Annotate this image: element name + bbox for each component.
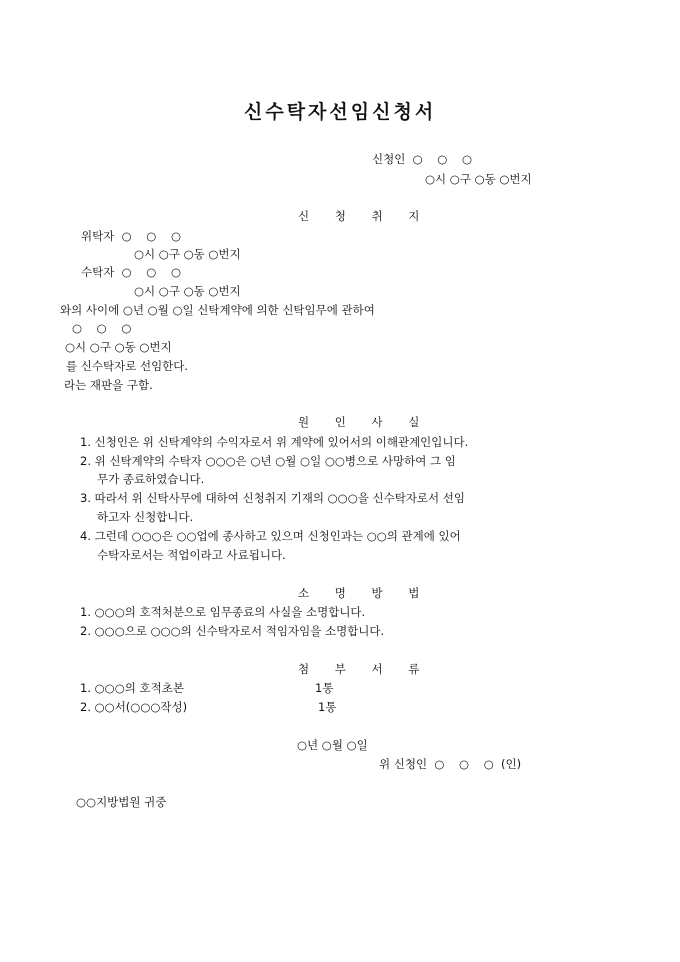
document-title: 신수탁자선임신청서 <box>244 101 437 123</box>
cause-heading: 원 인 사 실 <box>298 415 431 429</box>
court-addressee: ○○지방법원 귀중 <box>76 795 167 809</box>
attachment-1-qty: 1통 <box>315 681 334 695</box>
attachment-2-qty: 1통 <box>318 700 337 714</box>
new-trustee-name: ○ ○ ○ <box>72 321 132 335</box>
new-trustee-address: ○시 ○구 ○동 ○번지 <box>65 340 172 354</box>
cause-item-2-cont: 무가 종료하였습니다. <box>97 472 205 486</box>
date-line: ○년 ○월 ○일 <box>297 738 368 752</box>
attachment-1-name: 1. ○○○의 호적초본 <box>80 681 184 695</box>
purpose-heading: 신 청 취 지 <box>298 209 431 223</box>
request-line: 라는 재판을 구함. <box>64 378 153 392</box>
appointment-line: 를 신수탁자로 선임한다. <box>66 359 189 373</box>
applicant-address: ○시 ○구 ○동 ○번지 <box>425 172 532 186</box>
cause-item-4-cont: 수탁자로서는 적업이라고 사료됩니다. <box>97 548 286 562</box>
applicant-name: 신청인 ○ ○ ○ <box>372 152 472 166</box>
cause-item-2: 2. 위 신탁계약의 수탁자 ○○○은 ○년 ○월 ○일 ○○병으로 사망하여 그 임 <box>80 454 456 468</box>
trustee-address: ○시 ○구 ○동 ○번지 <box>134 284 241 298</box>
cause-item-3: 3. 따라서 위 신탁사무에 대하여 신청취지 기재의 ○○○을 신수탁자로서 선임 <box>80 491 466 505</box>
cause-item-1: 1. 신청인은 위 신탁계약의 수익자로서 위 계약에 있어서의 이해관계인입니다. <box>80 435 469 449</box>
proof-item-1: 1. ○○○의 호적처분으로 임무종료의 사실을 소명합니다. <box>80 605 366 619</box>
proof-heading: 소 명 방 법 <box>298 586 431 600</box>
contract-line: 와의 사이에 ○년 ○월 ○일 신탁계약에 의한 신탁임무에 관하여 <box>60 303 375 317</box>
truster-address: ○시 ○구 ○동 ○번지 <box>134 247 241 261</box>
cause-item-4: 4. 그런데 ○○○은 ○○업에 종사하고 있으며 신청인과는 ○○의 관계에 있어 <box>80 529 461 543</box>
attachments-heading: 첨 부 서 류 <box>298 662 431 676</box>
attachment-2-name: 2. ○○서(○○○작성) <box>80 700 188 714</box>
cause-item-3-cont: 하고자 신청합니다. <box>97 510 194 524</box>
proof-item-2: 2. ○○○으로 ○○○의 신수탁자로서 적임자임을 소명합니다. <box>80 624 385 638</box>
trustee-line: 수탁자 ○ ○ ○ <box>81 265 181 279</box>
signature-line: 위 신청인 ○ ○ ○ (인) <box>379 757 522 771</box>
truster-line: 위탁자 ○ ○ ○ <box>81 229 181 243</box>
